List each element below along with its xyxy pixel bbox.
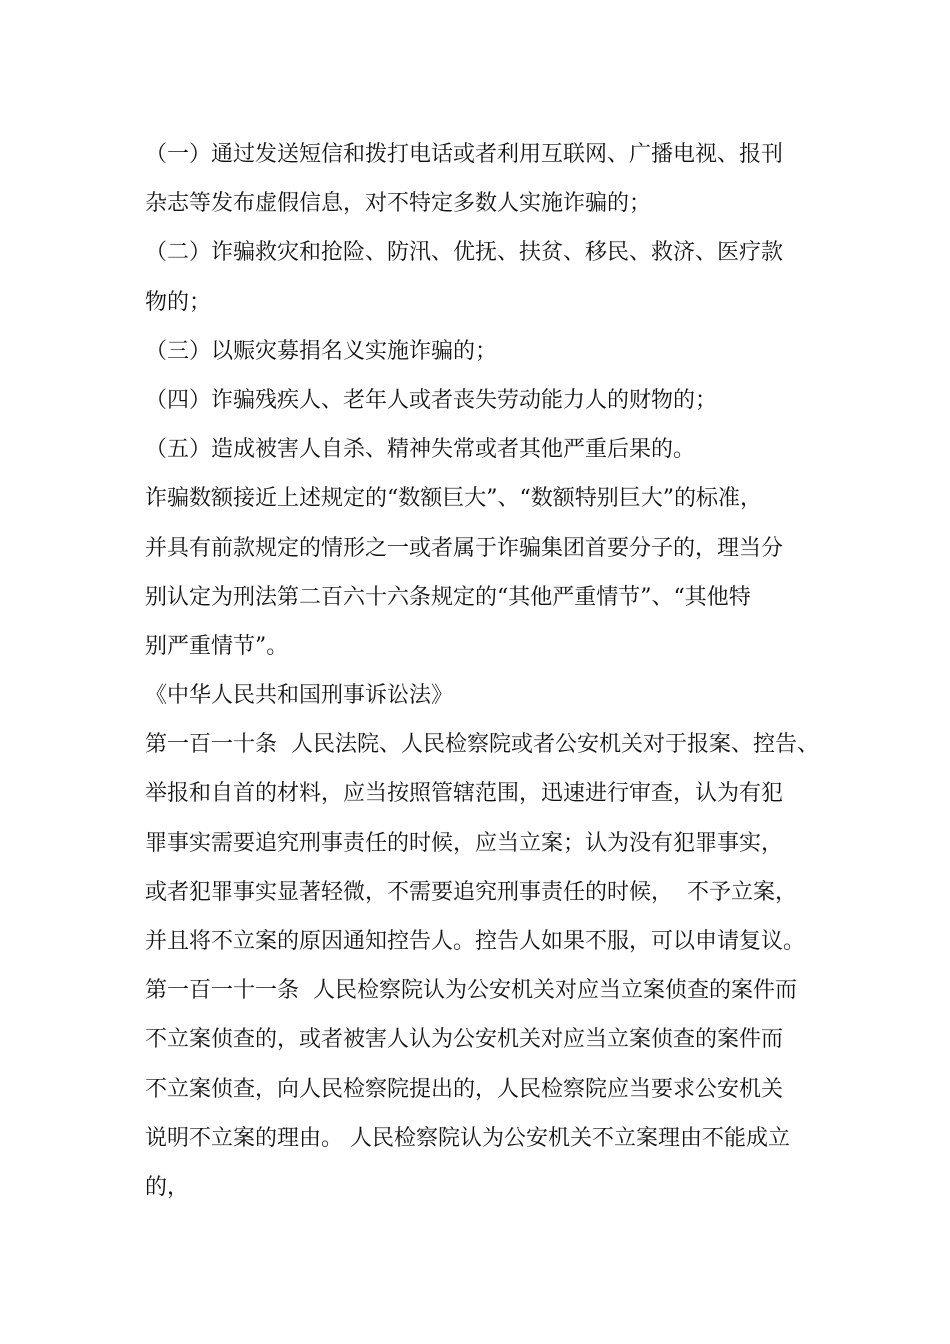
text-line-5: （三）以赈灾募捐名义实施诈骗的； — [145, 338, 498, 364]
law-title: 《中华人民共和国刑事诉讼法》 — [145, 683, 454, 709]
text-line-11: 别严重情节”。 — [145, 633, 289, 659]
article-111-line-3: 不立案侦查，向人民检察院提出的，人民检察院应当要求公安机关 — [145, 1076, 784, 1102]
text-line-4: 物的； — [145, 289, 212, 315]
text-line-10: 别认定为刑法第二百六十六条规定的“其他严重情节”、“其他特 — [145, 584, 751, 610]
text-line-2: 杂志等发布虚假信息，对不特定多数人实施诈骗的； — [145, 191, 652, 217]
text-line-3: （二）诈骗救灾和抢险、防汛、优抚、扶贫、移民、救济、医疗款 — [145, 240, 784, 266]
article-110-line-3: 罪事实需要追究刑事责任的时候，应当立案；认为没有犯罪事实， — [145, 830, 784, 856]
document-body — [145, 130, 825, 1212]
article-111-line-5: 的， — [145, 1174, 190, 1200]
article-111-line-1: 第一百一十一条 人民检察院认为公安机关对应当立案侦查的案件而 — [145, 978, 797, 1004]
text-line-6: （四）诈骗残疾人、老年人或者丧失劳动能力人的财物的； — [145, 387, 718, 413]
article-110-line-1: 第一百一十条 人民法院、人民检察院或者公安机关对于报案、控告、 — [145, 732, 819, 758]
article-111-line-4: 说明不立案的理由。 人民检察院认为公安机关不立案理由不能成立 — [145, 1125, 790, 1151]
article-110-line-2: 举报和自首的材料，应当按照管辖范围，迅速进行审查，认为有犯 — [145, 781, 784, 807]
text-line-7: （五）造成被害人自杀、精神失常或者其他严重后果的。 — [145, 437, 696, 463]
text-line-1: （一）通过发送短信和拨打电话或者利用互联网、广播电视、报刊 — [145, 142, 784, 167]
article-111-line-2: 不立案侦查的，或者被害人认为公安机关对应当立案侦查的案件而 — [145, 1027, 784, 1053]
text-line-8: 诈骗数额接近上述规定的“数额巨大”、“数额特别巨大”的标准， — [145, 486, 762, 512]
article-110-line-5: 并且将不立案的原因通知控告人。控告人如果不服，可以申请复议。 — [145, 929, 806, 954]
article-110-line-4: 或者犯罪事实显著轻微，不需要追究刑事责任的时候， 不予立案， — [145, 879, 797, 905]
text-line-9: 并具有前款规定的情形之一或者属于诈骗集团首要分子的，理当分 — [145, 535, 784, 561]
